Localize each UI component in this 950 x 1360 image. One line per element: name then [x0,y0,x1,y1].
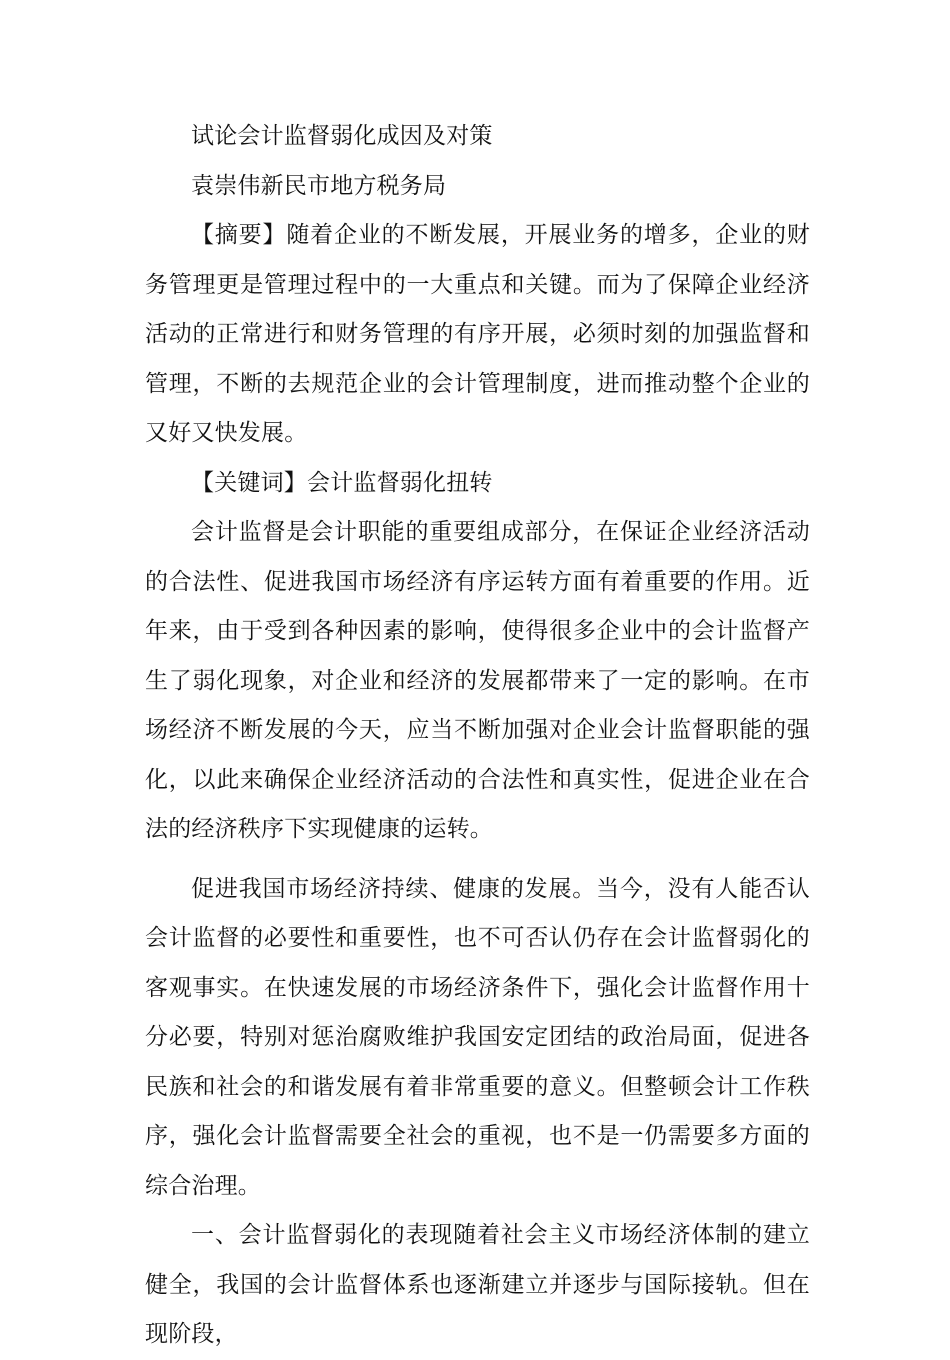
document-title: 试论会计监督弱化成因及对策 [191,123,493,149]
abstract-paragraph: 【摘要】随着企业的不断发展，开展业务的增多，企业的财务管理更是管理过程中的一大重点和关键。而为了保障企业经济活动的正常进行和财务管理的有序开展，必须时刻的加强监督和管理，不断的去规范企业的会计管理制度，进而推动整个企业的又好又快发展。 [145,222,810,446]
author-line: 袁崇伟新民市地方税务局 [191,172,447,199]
body-paragraph: 会计监督是会计职能的重要组成部分，在保证企业经济活动的合法性、促进我国市场经济有序运转方面有着重要的作用。近年来，由于受到各种因素的影响，使得很多企业中的会计监督产生了弱化现象，对企业和经济的发展都带来了一定的影响。在市场经济不断发展的今天，应当不断加强对企业会计监督职能的强化，以此来确保企业经济活动的合法性和真实性，促进企业在合法的经济秩序下实现健康的运转。 [145,519,810,842]
body-paragraph: 促进我国市场经济持续、健康的发展。当今，没有人能否认会计监督的必要性和重要性，也不可否认仍存在会计监督弱化的客观事实。在快速发展的市场经济条件下，强化会计监督作用十分必要，特别对惩治腐败维护我国安定团结的政治局面，促进各民族和社会的和谐发展有着非常重要的意义。但整顿会计工作秩序，强化会计监督需要全社会的重视，也不是一仍需要多方面的综合治理。 [145,875,810,1199]
document-body [145,112,810,1360]
keywords-line: 【关键词】会计监督弱化扭转 [191,469,493,496]
body-paragraph: 一、会计监督弱化的表现随着社会主义市场经济体制的建立健全，我国的会计监督体系也逐渐建立并逐步与国际接轨。但在现阶段， [145,1222,810,1347]
